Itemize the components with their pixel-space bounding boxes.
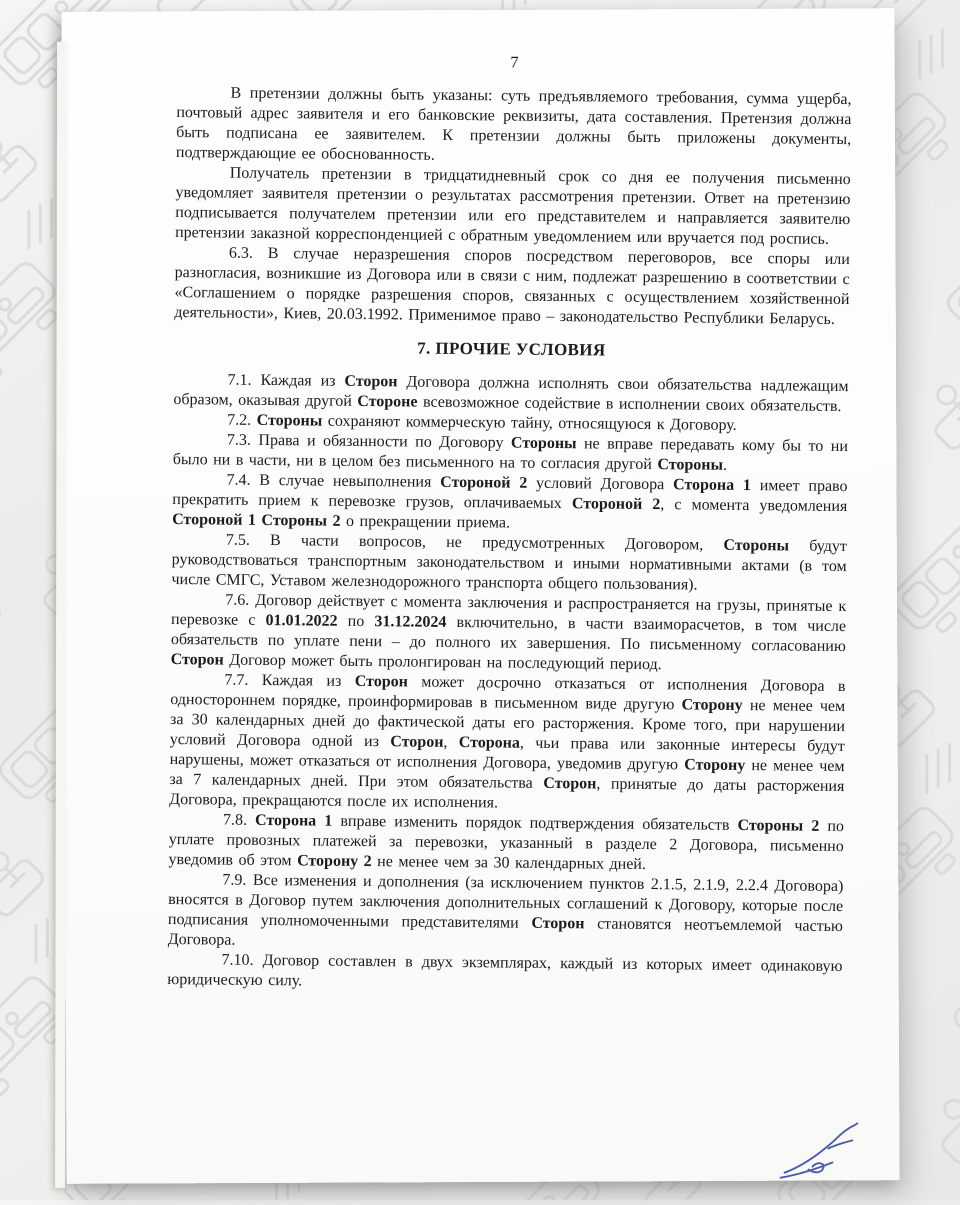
- paragraph: 7.7. Каждая из Сторон может досрочно отказаться от исполнения Договора в одностороннем порядке, проинформировав в письменном виде другую Сторону не менее чем за 30 календарных дней до фактической даты его расторжения. Кроме того, при нарушении условий Договора одной из Сторон, Сторона, чьи права или законные интересы будут нарушены, может отказаться от исполнения Договора, уведомив другую Сторону не менее чем за 7 календарных дней. При этом обязательства Сторон, принятые до даты расторжения Договора, прекращаются после их исполнения.: [169, 671, 846, 812]
- signature-scribble: [778, 1120, 870, 1182]
- paragraph: 7.5. В части вопросов, не предусмотренных Договором, Стороны будут руководствоваться транспортным законодательством и иными нормативными актами (в том числе СМГС, Уставом железнодорожного транспорта общего пользования).: [171, 531, 847, 594]
- paragraph: Получатель претензии в тридцатидневный срок со дня ее получения письменно уведомляет заявителя претензии о результатах рассмотрения претензии. Ответ на претензию подписывается получателем претензии или его представителем и направляется заявителю претензии заказной корреспонденцией с обратным уведомлением или вручается под роспись.: [175, 164, 851, 248]
- page-number: 7: [510, 52, 519, 72]
- paragraph: 7.1. Каждая из Сторон Договора должна исполнять свои обязательства надлежащим образом, оказывая другой Стороне всевозможное содействие в исполнении своих обязательств.: [173, 371, 849, 416]
- paragraph: 7.8. Сторона 1 вправе изменить порядок подтверждения обязательств Стороны 2 по уплате провозных платежей за перевозки, указанный в разделе 2 Договора, письменно уведомив об этом Сторону 2 не менее чем за 30 календарных дней.: [168, 811, 845, 873]
- section-heading: 7. ПРОЧИЕ УСЛОВИЯ: [417, 338, 606, 360]
- paragraph: 7.10. Договор составлен в двух экземплярах, каждый из которых имеет одинаковую юридическую силу.: [167, 951, 843, 990]
- paragraph: 7.9. Все изменения и дополнения (за исключением пунктов 2.1.5, 2.1.9, 2.2.4 Договора) вносятся в Договор путем заключения дополнительных соглашений к Договору, которые после подписания уполномоченными представителями Сторон становятся неотъемлемой частью Договора.: [167, 871, 844, 949]
- document-page: [61, 8, 899, 1184]
- page-content: [49, 12, 894, 1193]
- paragraph: 6.3. В случае неразрешения споров посредством переговоров, все споры или разногласия, возникшие из Договора или в связи с ним, подлежат разрешению в соответствии с «Соглашением о порядке разрешения споров, связанных с осуществлением хозяйственной деятельности», Киев, 20.03.1992. Применимое право – законодательство Республики Беларусь.: [174, 244, 850, 328]
- paragraph: В претензии должны быть указаны: суть предъявляемого требования, сумма ущерба, почтовый адрес заявителя и его банковские реквизиты, дата составления. Претензия должна быть подписана ее заявителем. К претензии должны быть приложены документы, подтверждающие ее обоснованность.: [175, 84, 852, 164]
- paragraph: 7.4. В случае невыполнения Стороной 2 условий Договора Сторона 1 имеет право прекратить прием к перевозке грузов, оплачиваемых Стороной 2, с момента уведомления Стороной 1 Стороны 2 о прекращении приема.: [172, 471, 848, 532]
- document-body: [167, 83, 851, 997]
- paragraph: 7.3. Права и обязанности по Договору Стороны не вправе передавать кому бы то ни было ни в части, ни в целом без письменного на то согласия другой Стороны.: [172, 431, 849, 474]
- paragraph: 7.6. Договор действует с момента заключения и распространяется на грузы, принятые к перевозке с 01.01.2022 по 31.12.2024 включительно, в части взаиморасчетов, в том числе обязательств по уплате пени – до полного их завершения. По письменному согласованию Сторон Договор может быть пролонгирован на последующий период.: [170, 591, 847, 674]
- paragraph: 7.2. Стороны сохраняют коммерческую тайну, относящуюся к Договору.: [227, 411, 737, 434]
